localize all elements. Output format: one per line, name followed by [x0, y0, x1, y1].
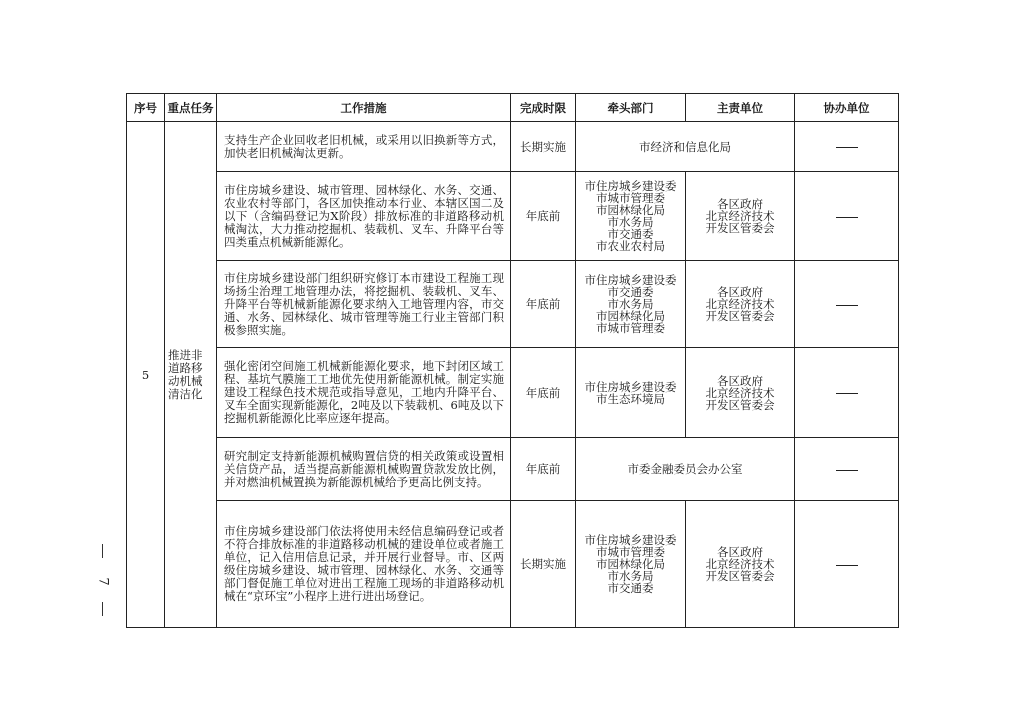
assist-cell	[795, 348, 899, 438]
page-number-text: 7	[95, 577, 111, 586]
deadline-cell: 年底前	[511, 261, 576, 348]
assist-cell	[795, 122, 899, 172]
seq-cell: 5	[127, 122, 165, 628]
lead-dept-cell: 市住房城乡建设委 市交通委 市水务局 市园林绿化局 市城市管理委	[576, 261, 686, 348]
assist-cell	[795, 438, 899, 501]
measure-cell: 市住房城乡建设部门组织研究修订本市建设工程施工现场扬尘治理工地管理办法，将挖掘机、装载机、叉车、升降平台等机械新能源化要求纳入工地管理内容，市交通、水务、园林绿化、城市管理等施工行业主管部门积极参照实施。	[217, 261, 511, 348]
lead-dept-cell: 市住房城乡建设委 市城市管理委 市园林绿化局 市水务局 市交通委	[576, 501, 686, 628]
lead-dept-cell: 市住房城乡建设委 市城市管理委 市园林绿化局 市水务局 市交通委 市农业农村局	[576, 172, 686, 261]
task-cell: 推进非道路移动机械清洁化	[165, 122, 217, 628]
lead-dept-merged-cell: 市经济和信息化局	[576, 122, 795, 172]
deadline-cell: 长期实施	[511, 501, 576, 628]
main-unit-cell: 各区政府 北京经济技术 开发区管委会	[686, 501, 795, 628]
measure-cell: 支持生产企业回收老旧机械，或采用以旧换新等方式，加快老旧机械淘汰更新。	[217, 122, 511, 172]
measure-cell: 强化密闭空间施工机械新能源化要求，地下封闭区域工程、基坑气膜施工工地优先使用新能源机械。制定实施建设工程绿色技术规范或指导意见，工地内升降平台、叉车全面实现新能源化，2吨及以下装载机、6吨及以下挖掘机新能源化比率应逐年提高。	[217, 348, 511, 438]
measure-cell: 研究制定支持新能源机械购置信贷的相关政策或设置相关信贷产品，适当提高新能源机械购置贷款发放比例，并对燃油机械置换为新能源机械给予更高比例支持。	[217, 438, 511, 501]
page-number	[93, 540, 113, 620]
lead-dept-merged-cell: 市委金融委员会办公室	[576, 438, 795, 501]
table-row	[127, 438, 899, 501]
lead-dept-cell: 市住房城乡建设委 市生态环境局	[576, 348, 686, 438]
dash-mark	[836, 217, 858, 218]
table-row	[127, 172, 899, 261]
dash-mark	[836, 147, 858, 148]
header-seq: 序号	[127, 94, 165, 122]
page-number-dash-bottom	[102, 602, 103, 616]
deadline-cell: 年底前	[511, 172, 576, 261]
header-lead-dept: 牵头部门	[576, 94, 686, 122]
header-deadline: 完成时限	[511, 94, 576, 122]
dash-mark	[836, 470, 858, 471]
table-row	[127, 122, 899, 172]
table-row	[127, 348, 899, 438]
main-unit-cell: 各区政府 北京经济技术 开发区管委会	[686, 261, 795, 348]
header-row	[127, 94, 899, 122]
page-number-dash-top	[102, 544, 103, 558]
header-assist-unit: 协办单位	[795, 94, 899, 122]
dash-mark	[836, 393, 858, 394]
table-row	[127, 261, 899, 348]
table-row	[127, 501, 899, 628]
header-main-unit: 主责单位	[686, 94, 795, 122]
deadline-cell: 年底前	[511, 348, 576, 438]
deadline-cell: 长期实施	[511, 122, 576, 172]
measure-cell: 市住房城乡建设、城市管理、园林绿化、水务、交通、农业农村等部门，各区加快推动本行业、本辖区国二及以下（含编码登记为Ⅹ阶段）排放标准的非道路移动机械淘汰，大力推动挖掘机、装载机、叉车、升降平台等四类重点机械新能源化。	[217, 172, 511, 261]
assist-cell	[795, 172, 899, 261]
assist-cell	[795, 501, 899, 628]
main-unit-cell: 各区政府 北京经济技术 开发区管委会	[686, 172, 795, 261]
header-task: 重点任务	[165, 94, 217, 122]
dash-mark	[836, 305, 858, 306]
task-table	[126, 93, 899, 628]
deadline-cell: 年底前	[511, 438, 576, 501]
assist-cell	[795, 261, 899, 348]
main-unit-cell: 各区政府 北京经济技术 开发区管委会	[686, 348, 795, 438]
header-measure: 工作措施	[217, 94, 511, 122]
measure-cell: 市住房城乡建设部门依法将使用未经信息编码登记或者不符合排放标准的非道路移动机械的建设单位或者施工单位，记入信用信息记录，并开展行业督导。市、区两级住房城乡建设、城市管理、园林绿化、水务、交通等部门督促施工单位对进出工程施工现场的非道路移动机械在“京环宝”小程序上进行进出场登记。	[217, 501, 511, 628]
dash-mark	[836, 565, 858, 566]
